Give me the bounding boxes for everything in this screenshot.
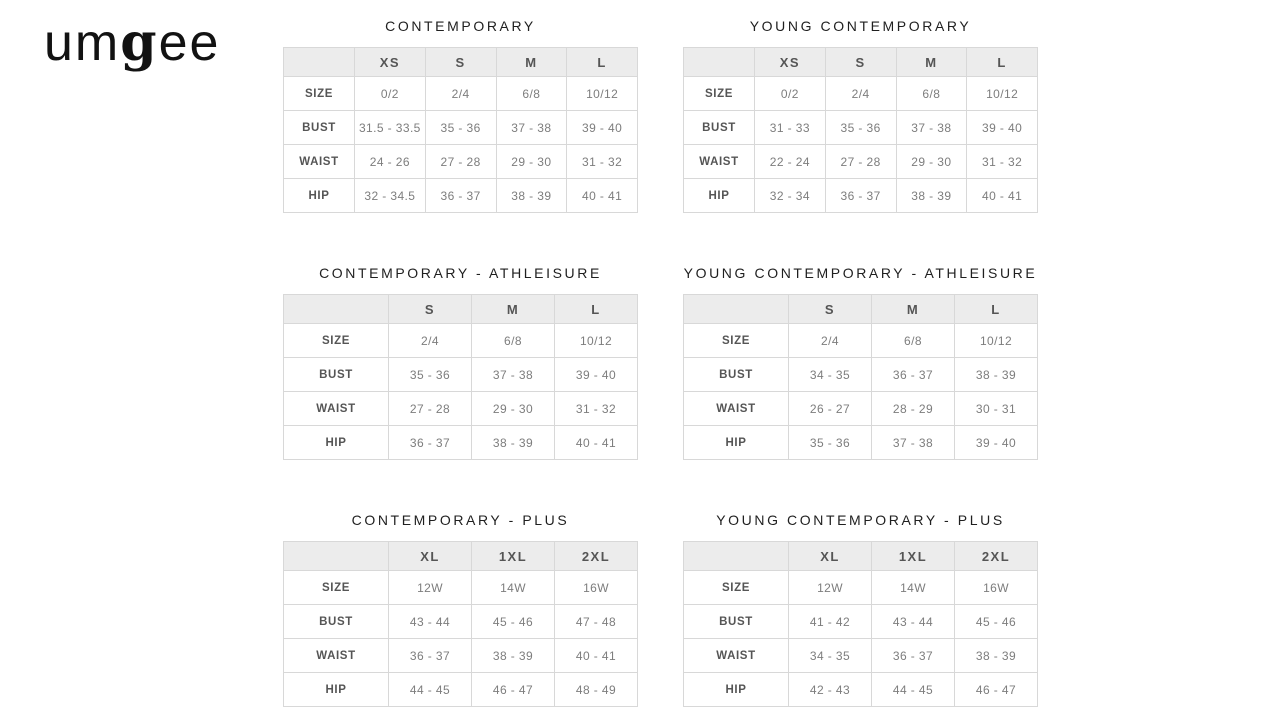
column-header: XL — [789, 542, 872, 571]
size-value-cell: 14W — [872, 571, 955, 605]
size-value-cell: 36 - 37 — [389, 426, 472, 460]
table-body — [684, 324, 1038, 460]
size-chart-title: YOUNG CONTEMPORARY — [749, 18, 972, 34]
size-value-cell: 35 - 36 — [389, 358, 472, 392]
size-chart-group-young-contemporary — [683, 18, 1038, 213]
size-value-cell: 42 - 43 — [789, 673, 872, 707]
corner-cell — [284, 48, 355, 77]
size-value-cell: 27 - 28 — [389, 392, 472, 426]
size-value-cell: 38 - 39 — [955, 639, 1038, 673]
size-table-young-contemporary-athleisure — [683, 294, 1038, 460]
size-value-cell: 32 - 34.5 — [355, 179, 426, 213]
size-chart-group-young-contemporary-athleisure — [683, 265, 1038, 460]
row-label: BUST — [684, 605, 789, 639]
size-value-cell: 48 - 49 — [555, 673, 638, 707]
size-value-cell: 32 - 34 — [755, 179, 826, 213]
size-value-cell: 28 - 29 — [872, 392, 955, 426]
size-value-cell: 38 - 39 — [896, 179, 967, 213]
size-value-cell: 29 - 30 — [496, 145, 567, 179]
size-value-cell: 36 - 37 — [872, 358, 955, 392]
size-chart-title: YOUNG CONTEMPORARY - PLUS — [716, 512, 1005, 528]
column-header: L — [967, 48, 1038, 77]
table-row — [284, 639, 638, 673]
size-value-cell: 36 - 37 — [825, 179, 896, 213]
header-row — [684, 295, 1038, 324]
table-head — [684, 295, 1038, 324]
table-body — [284, 77, 638, 213]
size-table-contemporary — [283, 47, 638, 213]
logo-text-um: um — [44, 14, 121, 72]
brand-logo — [44, 12, 220, 73]
column-header: L — [567, 48, 638, 77]
size-chart-title: CONTEMPORARY - ATHLEISURE — [319, 265, 602, 281]
size-chart-title: YOUNG CONTEMPORARY - ATHLEISURE — [683, 265, 1038, 281]
table-row — [284, 673, 638, 707]
table-head — [284, 295, 638, 324]
size-value-cell: 2/4 — [825, 77, 896, 111]
column-header: L — [955, 295, 1038, 324]
table-row — [684, 111, 1038, 145]
row-label: WAIST — [684, 639, 789, 673]
size-value-cell: 10/12 — [955, 324, 1038, 358]
table-head — [284, 48, 638, 77]
size-value-cell: 46 - 47 — [955, 673, 1038, 707]
size-value-cell: 31 - 33 — [755, 111, 826, 145]
row-label: SIZE — [284, 77, 355, 111]
size-value-cell: 46 - 47 — [472, 673, 555, 707]
size-value-cell: 31.5 - 33.5 — [355, 111, 426, 145]
size-chart-group-contemporary — [283, 18, 638, 213]
size-value-cell: 44 - 45 — [389, 673, 472, 707]
table-row — [284, 426, 638, 460]
table-row — [684, 392, 1038, 426]
column-header: XS — [755, 48, 826, 77]
table-row — [284, 605, 638, 639]
size-value-cell: 12W — [789, 571, 872, 605]
column-header: 2XL — [955, 542, 1038, 571]
size-value-cell: 6/8 — [896, 77, 967, 111]
table-head — [684, 542, 1038, 571]
column-header: XS — [355, 48, 426, 77]
corner-cell — [684, 542, 789, 571]
column-header: M — [472, 295, 555, 324]
table-row — [284, 571, 638, 605]
size-value-cell: 40 - 41 — [567, 179, 638, 213]
table-body — [284, 324, 638, 460]
table-row — [684, 571, 1038, 605]
table-head — [284, 542, 638, 571]
size-value-cell: 43 - 44 — [872, 605, 955, 639]
logo-text-g: g — [120, 12, 159, 73]
size-value-cell: 35 - 36 — [789, 426, 872, 460]
row-label: BUST — [684, 358, 789, 392]
corner-cell — [284, 542, 389, 571]
size-value-cell: 6/8 — [496, 77, 567, 111]
table-row — [284, 392, 638, 426]
row-label: BUST — [284, 111, 355, 145]
header-row — [684, 542, 1038, 571]
header-row — [284, 295, 638, 324]
size-value-cell: 29 - 30 — [896, 145, 967, 179]
table-row — [284, 111, 638, 145]
size-value-cell: 38 - 39 — [955, 358, 1038, 392]
size-value-cell: 38 - 39 — [472, 426, 555, 460]
size-value-cell: 40 - 41 — [555, 426, 638, 460]
size-value-cell: 44 - 45 — [872, 673, 955, 707]
column-header: M — [872, 295, 955, 324]
row-label: BUST — [684, 111, 755, 145]
column-header: 1XL — [872, 542, 955, 571]
row-label: WAIST — [684, 392, 789, 426]
size-value-cell: 36 - 37 — [425, 179, 496, 213]
size-value-cell: 36 - 37 — [389, 639, 472, 673]
row-label: HIP — [684, 179, 755, 213]
table-body — [684, 571, 1038, 707]
row-label: WAIST — [284, 392, 389, 426]
row-label: WAIST — [684, 145, 755, 179]
size-value-cell: 39 - 40 — [955, 426, 1038, 460]
row-label: SIZE — [284, 324, 389, 358]
size-value-cell: 14W — [472, 571, 555, 605]
size-value-cell: 37 - 38 — [472, 358, 555, 392]
size-value-cell: 39 - 40 — [967, 111, 1038, 145]
size-value-cell: 2/4 — [389, 324, 472, 358]
logo-text-ee: ee — [158, 14, 221, 72]
column-header: 1XL — [472, 542, 555, 571]
table-row — [684, 179, 1038, 213]
size-chart-group-contemporary-plus — [283, 512, 638, 707]
column-header: S — [389, 295, 472, 324]
corner-cell — [284, 295, 389, 324]
row-label: HIP — [284, 426, 389, 460]
table-row — [284, 324, 638, 358]
size-value-cell: 45 - 46 — [472, 605, 555, 639]
size-value-cell: 47 - 48 — [555, 605, 638, 639]
row-label: BUST — [284, 605, 389, 639]
size-value-cell: 0/2 — [355, 77, 426, 111]
header-row — [684, 48, 1038, 77]
size-value-cell: 39 - 40 — [567, 111, 638, 145]
size-value-cell: 38 - 39 — [472, 639, 555, 673]
table-row — [684, 77, 1038, 111]
table-row — [284, 358, 638, 392]
column-header: S — [789, 295, 872, 324]
size-value-cell: 27 - 28 — [425, 145, 496, 179]
row-label: HIP — [284, 179, 355, 213]
size-value-cell: 34 - 35 — [789, 639, 872, 673]
size-value-cell: 24 - 26 — [355, 145, 426, 179]
row-label: SIZE — [284, 571, 389, 605]
size-chart-title: CONTEMPORARY - PLUS — [351, 512, 570, 528]
size-table-contemporary-plus — [283, 541, 638, 707]
size-value-cell: 6/8 — [472, 324, 555, 358]
row-label: HIP — [284, 673, 389, 707]
size-value-cell: 37 - 38 — [496, 111, 567, 145]
size-value-cell: 31 - 32 — [967, 145, 1038, 179]
size-value-cell: 16W — [955, 571, 1038, 605]
row-label: BUST — [284, 358, 389, 392]
size-value-cell: 45 - 46 — [955, 605, 1038, 639]
column-header: S — [825, 48, 896, 77]
size-value-cell: 0/2 — [755, 77, 826, 111]
size-value-cell: 31 - 32 — [555, 392, 638, 426]
table-body — [684, 77, 1038, 213]
size-value-cell: 39 - 40 — [555, 358, 638, 392]
size-value-cell: 26 - 27 — [789, 392, 872, 426]
corner-cell — [684, 48, 755, 77]
size-value-cell: 40 - 41 — [967, 179, 1038, 213]
size-value-cell: 6/8 — [872, 324, 955, 358]
size-value-cell: 35 - 36 — [825, 111, 896, 145]
size-value-cell: 2/4 — [789, 324, 872, 358]
size-value-cell: 41 - 42 — [789, 605, 872, 639]
size-value-cell: 34 - 35 — [789, 358, 872, 392]
table-row — [284, 179, 638, 213]
row-label: WAIST — [284, 639, 389, 673]
size-table-contemporary-athleisure — [283, 294, 638, 460]
row-label: SIZE — [684, 324, 789, 358]
table-row — [684, 324, 1038, 358]
size-value-cell: 38 - 39 — [496, 179, 567, 213]
header-row — [284, 48, 638, 77]
column-header: M — [496, 48, 567, 77]
row-label: WAIST — [284, 145, 355, 179]
size-value-cell: 37 - 38 — [896, 111, 967, 145]
size-value-cell: 36 - 37 — [872, 639, 955, 673]
table-body — [284, 571, 638, 707]
table-row — [684, 145, 1038, 179]
column-header: S — [425, 48, 496, 77]
column-header: M — [896, 48, 967, 77]
table-row — [684, 639, 1038, 673]
size-table-young-contemporary — [683, 47, 1038, 213]
table-row — [684, 673, 1038, 707]
corner-cell — [684, 295, 789, 324]
size-chart-group-young-contemporary-plus — [683, 512, 1038, 707]
table-row — [684, 358, 1038, 392]
table-row — [684, 426, 1038, 460]
size-table-young-contemporary-plus — [683, 541, 1038, 707]
table-head — [684, 48, 1038, 77]
size-value-cell: 2/4 — [425, 77, 496, 111]
size-value-cell: 31 - 32 — [567, 145, 638, 179]
table-row — [684, 605, 1038, 639]
size-value-cell: 37 - 38 — [872, 426, 955, 460]
row-label: SIZE — [684, 77, 755, 111]
size-chart-title: CONTEMPORARY — [385, 18, 536, 34]
row-label: SIZE — [684, 571, 789, 605]
row-label: HIP — [684, 673, 789, 707]
row-label: HIP — [684, 426, 789, 460]
size-value-cell: 16W — [555, 571, 638, 605]
size-value-cell: 40 - 41 — [555, 639, 638, 673]
table-row — [284, 77, 638, 111]
column-header: XL — [389, 542, 472, 571]
size-value-cell: 29 - 30 — [472, 392, 555, 426]
size-value-cell: 22 - 24 — [755, 145, 826, 179]
size-value-cell: 10/12 — [567, 77, 638, 111]
size-value-cell: 35 - 36 — [425, 111, 496, 145]
size-value-cell: 43 - 44 — [389, 605, 472, 639]
size-value-cell: 12W — [389, 571, 472, 605]
size-value-cell: 30 - 31 — [955, 392, 1038, 426]
column-header: L — [555, 295, 638, 324]
size-value-cell: 10/12 — [555, 324, 638, 358]
column-header: 2XL — [555, 542, 638, 571]
header-row — [284, 542, 638, 571]
size-value-cell: 10/12 — [967, 77, 1038, 111]
table-row — [284, 145, 638, 179]
size-charts-grid — [283, 18, 1038, 707]
size-value-cell: 27 - 28 — [825, 145, 896, 179]
size-chart-group-contemporary-athleisure — [283, 265, 638, 460]
